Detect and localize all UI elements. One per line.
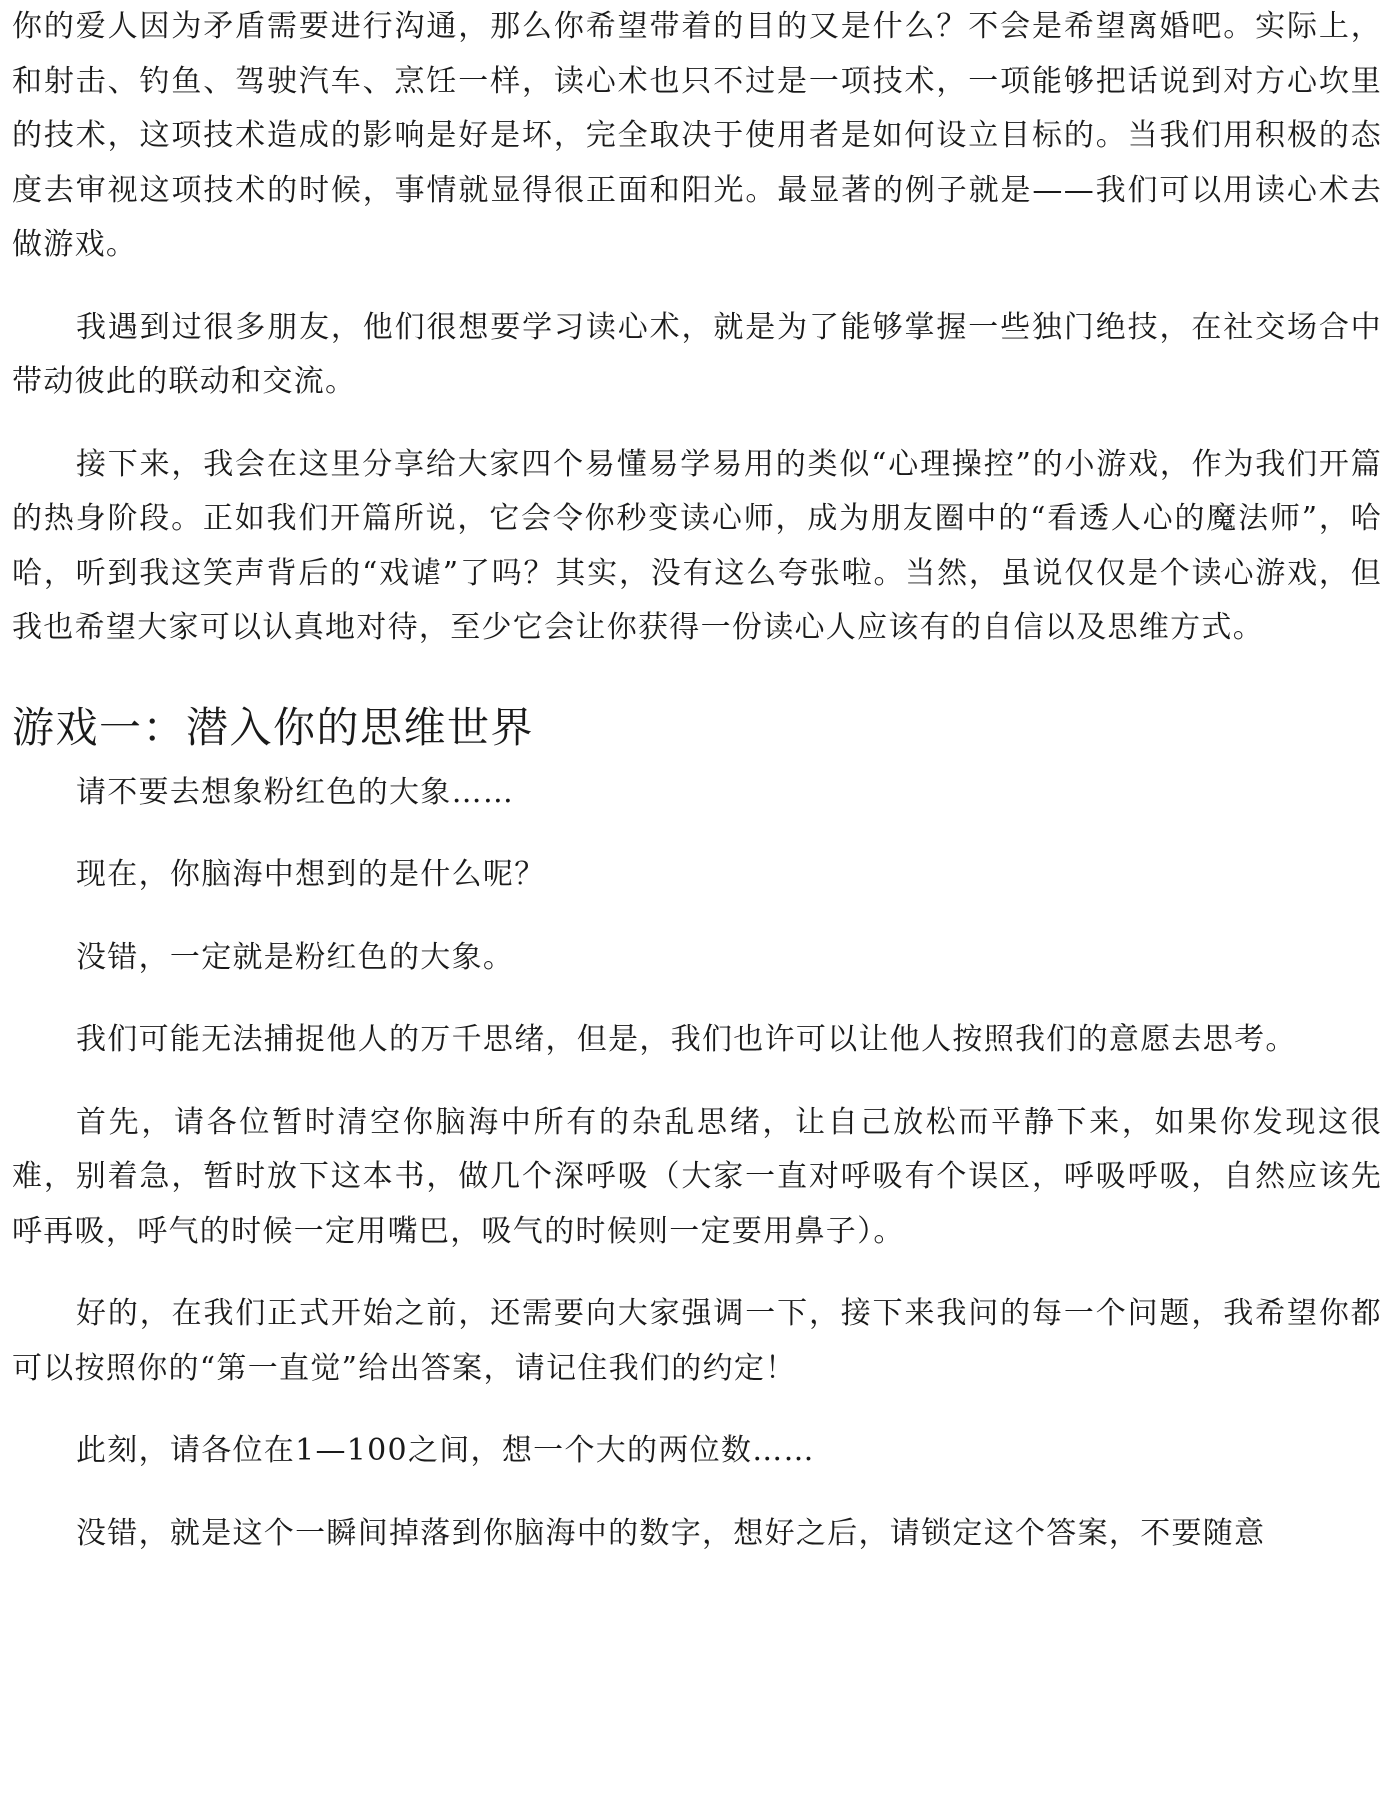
paragraph-1: 你的爱人因为矛盾需要进行沟通，那么你希望带着的目的又是什么？不会是希望离婚吧。实际上，和射击、钓鱼、驾驶汽车、烹饪一样，读心术也只不过是一项技术，一项能够把话说到对方心坎里的技术，这项技术造成的影响是好是坏，完全取决于使用者是如何设立目标的。当我们用积极的态度去审视这项技术的时候，事情就显得很正面和阳光。最显著的例子就是——我们可以用读心术去做游戏。 [12, 9, 1382, 262]
paragraph-4: 请不要去想象粉红色的大象…… [76, 774, 515, 810]
document-page [12, 0, 1382, 1561]
paragraph-3: 接下来，我会在这里分享给大家四个易懂易学易用的类似“心理操控”的小游戏，作为我们开篇的热身阶段。正如我们开篇所说，它会令你秒变读心师，成为朋友圈中的“看透人心的魔法师”，哈哈，听到我这笑声背后的“戏谑”了吗？其实，没有这么夸张啦。当然，虽说仅仅是个读心游戏，但我也希望大家可以认真地对待，至少它会让你获得一份读心人应该有的自信以及思维方式。 [12, 446, 1382, 645]
paragraph-11: 没错，就是这个一瞬间掉落到你脑海中的数字，想好之后，请锁定这个答案，不要随意 [76, 1515, 1266, 1551]
section-heading: 游戏一：潜入你的思维世界 [12, 702, 535, 752]
paragraph-10: 此刻，请各位在1—100之间，想一个大的两位数…… [76, 1433, 815, 1468]
paragraph-2: 我遇到过很多朋友，他们很想要学习读心术，就是为了能够掌握一些独门绝技，在社交场合中带动彼此的联动和交流。 [12, 309, 1382, 399]
paragraph-6: 没错，一定就是粉红色的大象。 [76, 939, 515, 975]
paragraph-5: 现在，你脑海中想到的是什么呢？ [76, 857, 546, 892]
paragraph-8: 首先，请各位暂时清空你脑海中所有的杂乱思绪，让自己放松而平静下来，如果你发现这很难，别着急，暂时放下这本书，做几个深呼吸（大家一直对呼吸有个误区，呼吸呼吸，自然应该先呼再吸，呼气的时候一定用嘴巴，吸气的时候则一定要用鼻子）。 [12, 1104, 1382, 1249]
paragraph-7: 我们可能无法捕捉他人的万千思绪，但是，我们也许可以让他人按照我们的意愿去思考。 [76, 1022, 1297, 1057]
paragraph-9: 好的，在我们正式开始之前，还需要向大家强调一下，接下来我问的每一个问题，我希望你都可以按照你的“第一直觉”给出答案，请记住我们的约定！ [12, 1296, 1382, 1386]
